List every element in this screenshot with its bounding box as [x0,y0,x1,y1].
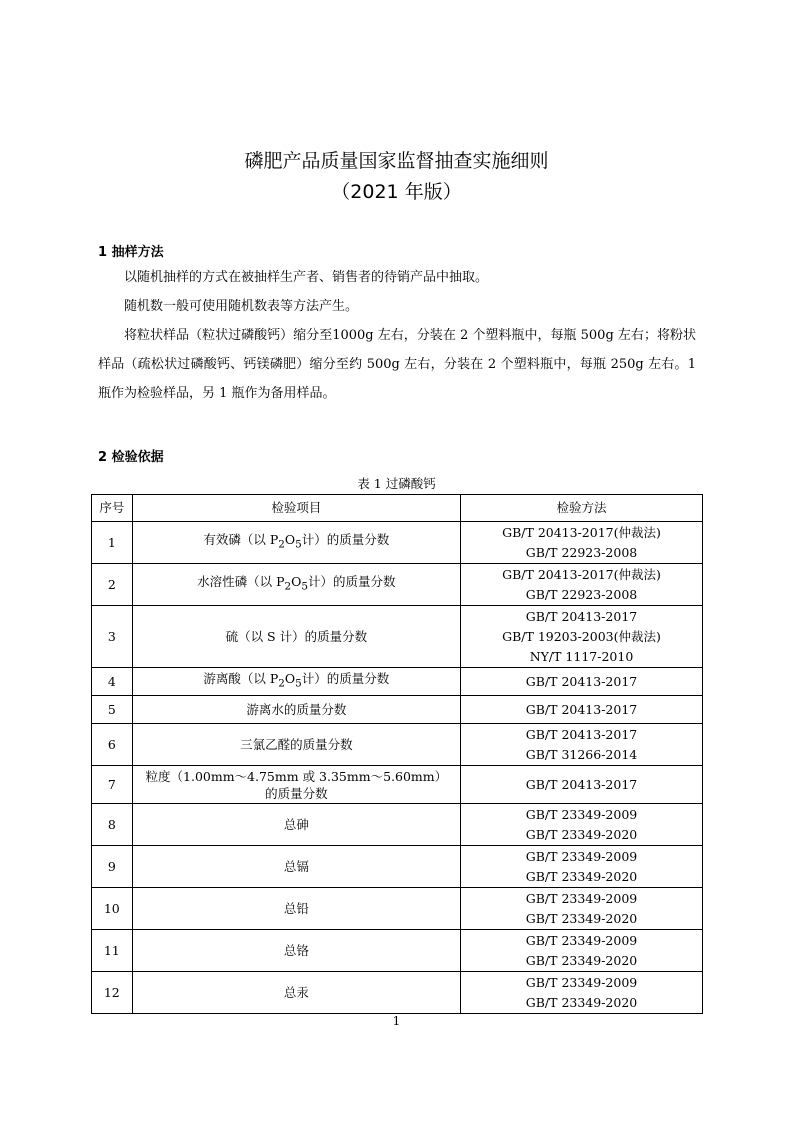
header-no: 序号 [92,495,133,522]
row-item: 总砷 [132,804,460,846]
row-no: 3 [92,606,133,668]
row-item: 游离水的质量分数 [132,696,460,724]
row-method: GB/T 23349-2009 GB/T 23349-2020 [461,888,703,930]
row-item: 总铅 [132,888,460,930]
row-method: GB/T 23349-2009 GB/T 23349-2020 [461,804,703,846]
header-item: 检验项目 [132,495,460,522]
document-title: 磷肥产品质量国家监督抽查实施细则 [244,150,549,172]
table-row [92,724,703,766]
row-item: 有效磷（以 $P_2O_5$计）的质量分数 [132,522,460,564]
section-1-paragraph-1: 以随机抽样的方式在被抽样生产者、销售者的待销产品中抽取。 [124,270,489,285]
row-item: 三氯乙醛的质量分数 [132,724,460,766]
page-number: 1 [392,1014,401,1028]
row-method: GB/T 23349-2009 GB/T 23349-2020 [461,972,703,1014]
header-method: 检验方法 [461,495,703,522]
table-row [92,804,703,846]
table-row [92,846,703,888]
table-row [92,564,703,606]
row-no: 5 [92,696,133,724]
row-item: 游离酸（以 $P_2O_5$计）的质量分数 [132,668,460,696]
row-no: 11 [92,930,133,972]
row-method: GB/T 23349-2009 GB/T 23349-2020 [461,846,703,888]
row-no: 1 [92,522,133,564]
row-method: GB/T 23349-2009 GB/T 23349-2020 [461,930,703,972]
row-method: GB/T 20413-2017 [461,766,703,804]
section-1-paragraph-2: 随机数一般可使用随机数表等方法产生。 [124,299,359,314]
row-method: GB/T 20413-2017(仲裁法) GB/T 22923-2008 [461,564,703,606]
row-no: 6 [92,724,133,766]
row-item: 硫（以 S 计）的质量分数 [132,606,460,668]
table-row [92,766,703,804]
row-no: 10 [92,888,133,930]
row-method: GB/T 20413-2017 [461,668,703,696]
section-1-heading: 1 抽样方法 [98,245,164,260]
row-method: GB/T 20413-2017(仲裁法) GB/T 22923-2008 [461,522,703,564]
table-row [92,606,703,668]
table-row [92,522,703,564]
inspection-table [91,494,703,1014]
row-no: 2 [92,564,133,606]
row-item: 总汞 [132,972,460,1014]
section-2-heading: 2 检验依据 [98,450,164,465]
row-item: 总镉 [132,846,460,888]
table-caption: 表 1 过磷酸钙 [357,476,436,491]
table-row [92,888,703,930]
row-no: 12 [92,972,133,1014]
section-1-paragraph-3: 将粒状样品（粒状过磷酸钙）缩分至1000g 左右，分装在 2 个塑料瓶中，每瓶 500g 左右；将粉状样品（疏松状过磷酸钙、钙镁磷肥）缩分至约 500g 左右，分装在 2 个塑料瓶中，每瓶 250g 左右。1 瓶作为检验样品，另 1 瓶作为备用样品。 [98,328,696,401]
row-method: GB/T 20413-2017 GB/T 19203-2003(仲裁法) NY/T 1117-2010 [461,606,703,668]
row-item: 总铬 [132,930,460,972]
table-row [92,696,703,724]
table-header-row [92,495,703,522]
row-no: 7 [92,766,133,804]
table-row [92,668,703,696]
document-subtitle: （2021 年版） [331,181,462,203]
row-item: 水溶性磷（以 $P_2O_5$计）的质量分数 [132,564,460,606]
table-row [92,972,703,1014]
row-method: GB/T 20413-2017 [461,696,703,724]
table-row [92,930,703,972]
row-no: 4 [92,668,133,696]
row-no: 9 [92,846,133,888]
row-no: 8 [92,804,133,846]
row-method: GB/T 20413-2017 GB/T 31266-2014 [461,724,703,766]
row-item: 粒度（1.00mm～4.75mm 或 3.35mm～5.60mm） 的质量分数 [132,766,460,804]
